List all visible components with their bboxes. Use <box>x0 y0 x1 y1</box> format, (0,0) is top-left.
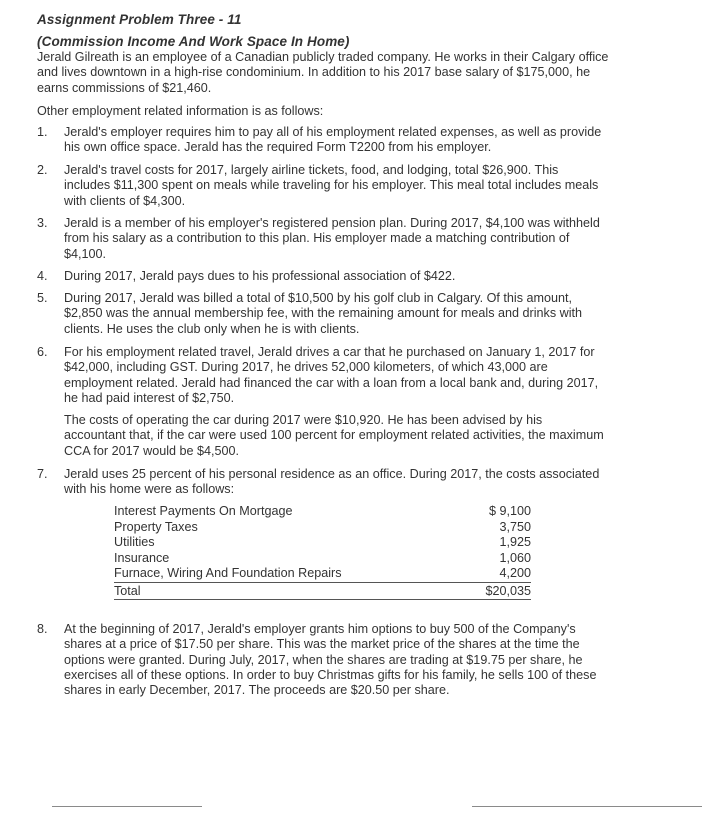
item-text: Jerald's employer requires him to pay all of his employment related expenses, as well as provide his own office space. Jerald has the required Form T2200 from his employer. <box>64 125 602 155</box>
item-number: 6. <box>37 345 48 359</box>
list-item <box>37 125 607 156</box>
item-text: During 2017, Jerald pays dues to his professional association of $422. <box>64 269 456 283</box>
cost-amount: 4,200 <box>499 566 531 580</box>
list-item <box>37 345 607 406</box>
item-number: 5. <box>37 291 48 305</box>
cost-label: Interest Payments On Mortgage <box>114 504 293 518</box>
item-text: During 2017, Jerald was billed a total of $10,500 by his golf club in Calgary. Of this amount, $2,850 was the annual membership fee, with the remaining amount for meals and drinks with clients. He uses the club only when he is with clients. <box>64 291 583 336</box>
home-costs-table <box>114 504 531 600</box>
cost-amount: $ 9,100 <box>488 504 531 518</box>
item-text: Jerald is a member of his employer's registered pension plan. During 2017, $4,100 was withheld from his salary as a contribution to this plan. His employer made a matching contribution of $4,100. <box>64 216 600 261</box>
cost-label: Utilities <box>114 535 155 549</box>
cost-label: Insurance <box>114 550 170 565</box>
item-6-continuation: The costs of operating the car during 2017 were $10,920. He has been advised by his accountant that, if the car were used 100 percent for employment related activities, the maximum CCA for 2017 would be $4,500. <box>64 413 604 458</box>
cost-amount: 1,060 <box>499 550 531 565</box>
list-item <box>37 622 607 698</box>
list-item <box>37 163 607 209</box>
total-row <box>114 582 531 599</box>
item-text: For his employment related travel, Jerald drives a car that he purchased on January 1, 2017 for $42,000, including GST. During 2017, he drives 52,000 kilometers, of which 43,000 are employment related. Jerald had financed the car with a loan from a local bank and, during 2017, he had paid interest of $2,750. <box>64 345 599 405</box>
table-row <box>114 566 531 582</box>
total-amount: $20,035 <box>461 582 531 599</box>
item-number: 4. <box>37 269 48 283</box>
item-number: 8. <box>37 622 48 636</box>
table-row <box>114 520 531 536</box>
item-text: Jerald uses 25 percent of his personal residence as an office. During 2017, the costs associated with his home were as follows: <box>64 467 600 497</box>
list-item <box>37 467 607 498</box>
item-text: At the beginning of 2017, Jerald's employer grants him options to buy 500 of the Company's shares at a price of $17.50 per share. This was the market price of the shares at the time the options were granted. During July, 2017, when the shares are trading at $19.75 per share, he exercises all of these options. In order to buy Christmas gifts for his family, he sells 100 of these shares in early December, 2017. The proceeds are $20.50 per share. <box>64 622 597 698</box>
cost-label: Furnace, Wiring And Foundation Repairs <box>114 566 342 580</box>
footer-divider-right <box>472 806 702 807</box>
problem-subtitle: (Commission Income And Work Space In Home) <box>37 34 350 49</box>
table-row <box>114 504 531 520</box>
item-number: 1. <box>37 125 48 139</box>
item-text: Jerald's travel costs for 2017, largely airline tickets, food, and lodging, total $26,900. This includes $11,300 spent on meals while traveling for his employer. This meal total includes meals with clients of $4,300. <box>64 163 599 208</box>
other-info-paragraph: Other employment related information is as follows: <box>37 104 324 118</box>
table-row <box>114 551 531 567</box>
list-item <box>37 291 607 337</box>
total-label: Total <box>114 582 461 599</box>
intro-paragraph: Jerald Gilreath is an employee of a Canadian publicly traded company. He works in their Calgary office and lives downtown in a high-rise condominium. In addition to his 2017 base salary of $175,000, he earns commissions of $21,460. <box>37 50 609 95</box>
footer-divider-left <box>52 806 202 807</box>
problem-title: Assignment Problem Three - 11 <box>37 12 242 27</box>
item-number: 3. <box>37 216 48 230</box>
list-item <box>37 269 607 284</box>
list-item <box>37 216 607 262</box>
cost-amount: 1,925 <box>499 535 531 549</box>
item-number: 2. <box>37 163 48 177</box>
cost-label: Property Taxes <box>114 519 198 534</box>
cost-amount: 3,750 <box>499 519 531 534</box>
item-number: 7. <box>37 467 48 481</box>
table-row <box>114 535 531 551</box>
